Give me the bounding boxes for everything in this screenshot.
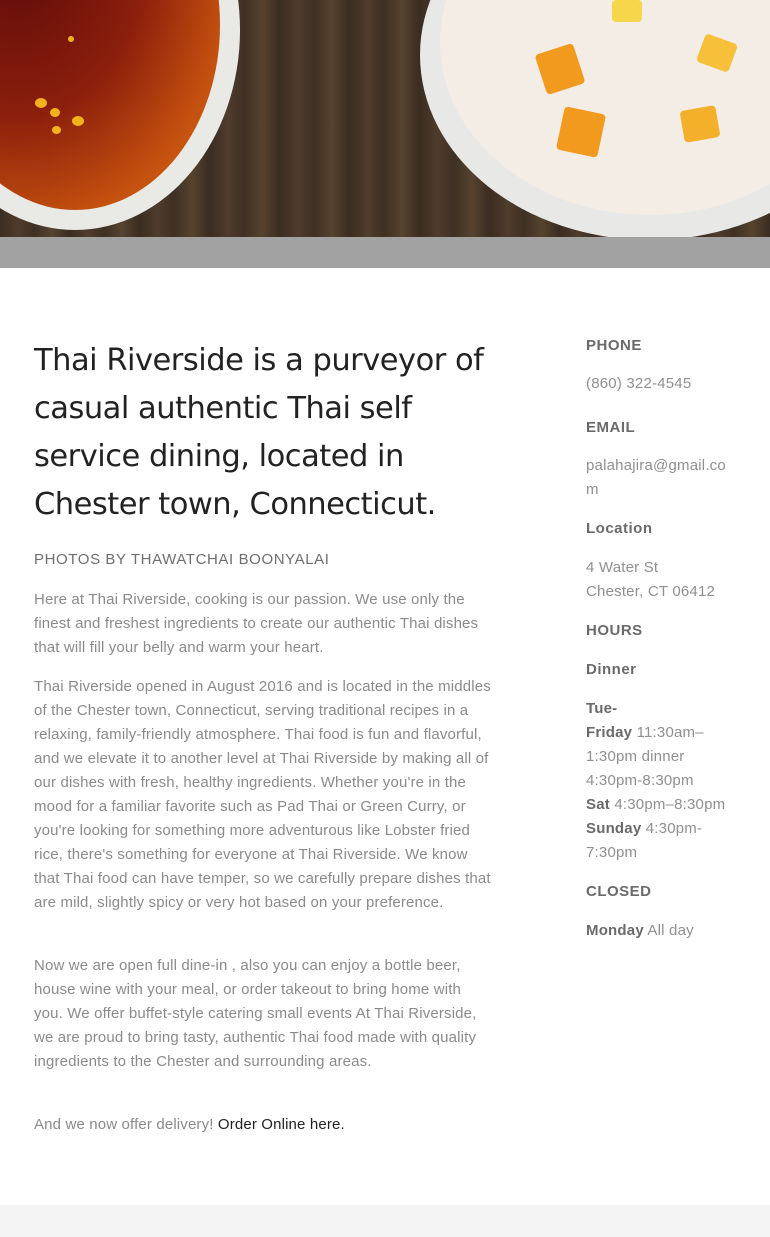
tue-fri-hours-3: 4:30pm-8:30pm: [586, 772, 694, 789]
sunday-label: Sunday: [586, 820, 642, 837]
location-heading: Location: [586, 520, 653, 537]
closed-day-label: Monday: [586, 922, 644, 939]
mango-piece: [556, 106, 606, 158]
sunday-hours-2: 7:30pm: [586, 844, 638, 861]
sunday-hours: 4:30pm-: [641, 820, 703, 837]
closed-heading: CLOSED: [586, 883, 652, 900]
delivery-paragraph: [34, 1113, 494, 1137]
phone-number[interactable]: (860) 322-4545: [586, 375, 692, 392]
email-heading: EMAIL: [586, 419, 636, 436]
photo-credit: PHOTOS BY THAWATCHAI BOONYALAI: [34, 551, 330, 568]
page-headline: Thai Riverside is a purveyor of casual authentic Thai self service dining, located in Chester town, Connecticut.: [34, 343, 484, 522]
tue-fri-hours: 11:30am–: [632, 724, 704, 741]
closed-days: [586, 919, 746, 943]
friday-label: Friday: [586, 724, 633, 741]
dinner-heading: Dinner: [586, 661, 637, 678]
address-line-1: 4 Water St: [586, 559, 659, 576]
chili-seed: [50, 108, 60, 117]
address-line-2: Chester, CT 06412: [586, 583, 716, 600]
email-line-2: m: [586, 481, 599, 498]
dine-in-paragraph: Now we are open full dine-in , also you can enjoy a bottle beer, house wine with your meal, or order takeout to bring home with you. We offer buffet-style catering small events At Thai Riverside, we are proud to bring tasty, authentic Thai food made with quality ingredients to the Chester and surrounding areas.: [34, 957, 477, 1070]
hours-list: [586, 697, 746, 865]
footer-band: [0, 1205, 770, 1237]
address: [586, 556, 746, 604]
chili-seed: [35, 98, 47, 108]
chili-seed: [68, 36, 74, 42]
mango-piece: [612, 0, 642, 22]
closed-text: All day: [643, 922, 694, 939]
email-line-1: palahajira@gmail.co: [586, 457, 726, 474]
hero-bottom-band: [0, 237, 770, 268]
tue-label: Tue-: [586, 700, 618, 717]
sat-hours: 4:30pm–8:30pm: [609, 796, 726, 813]
phone-heading: PHONE: [586, 337, 642, 354]
tue-fri-hours-2: 1:30pm dinner: [586, 748, 685, 765]
sat-label: Sat: [586, 796, 610, 813]
delivery-text: And we now offer delivery!: [34, 1116, 218, 1133]
history-paragraph: Thai Riverside opened in August 2016 and is located in the middles of the Chester town, Connecticut, serving traditional recipes in a relaxing, family-friendly atmosphere. Thai food is fun and flavorful, and we elevate it to another level at Thai Riverside by making all of our dishes with fresh, healthy ingredients. Whether you're in the mood for a familiar favorite such as Pad Thai or Green Curry, or you're looking for something more adventurous like Lobster fried rice, there's something for everyone at Thai Riverside. We know that Thai food can have temper, so we carefully prepare dishes that are mild, slightly spicy or very hot based on your preference.: [34, 678, 491, 911]
email-address[interactable]: [586, 454, 746, 502]
hero-image: [0, 0, 770, 237]
hours-heading: HOURS: [586, 622, 643, 639]
chili-seed: [52, 126, 61, 134]
mango-piece: [679, 105, 720, 143]
intro-paragraph: Here at Thai Riverside, cooking is our passion. We use only the finest and freshest ingredients to create our authentic Thai dishes that will fill your belly and warm your heart.: [34, 591, 479, 656]
chili-seed: [72, 116, 84, 126]
order-online-link[interactable]: Order Online here.: [217, 1116, 345, 1133]
